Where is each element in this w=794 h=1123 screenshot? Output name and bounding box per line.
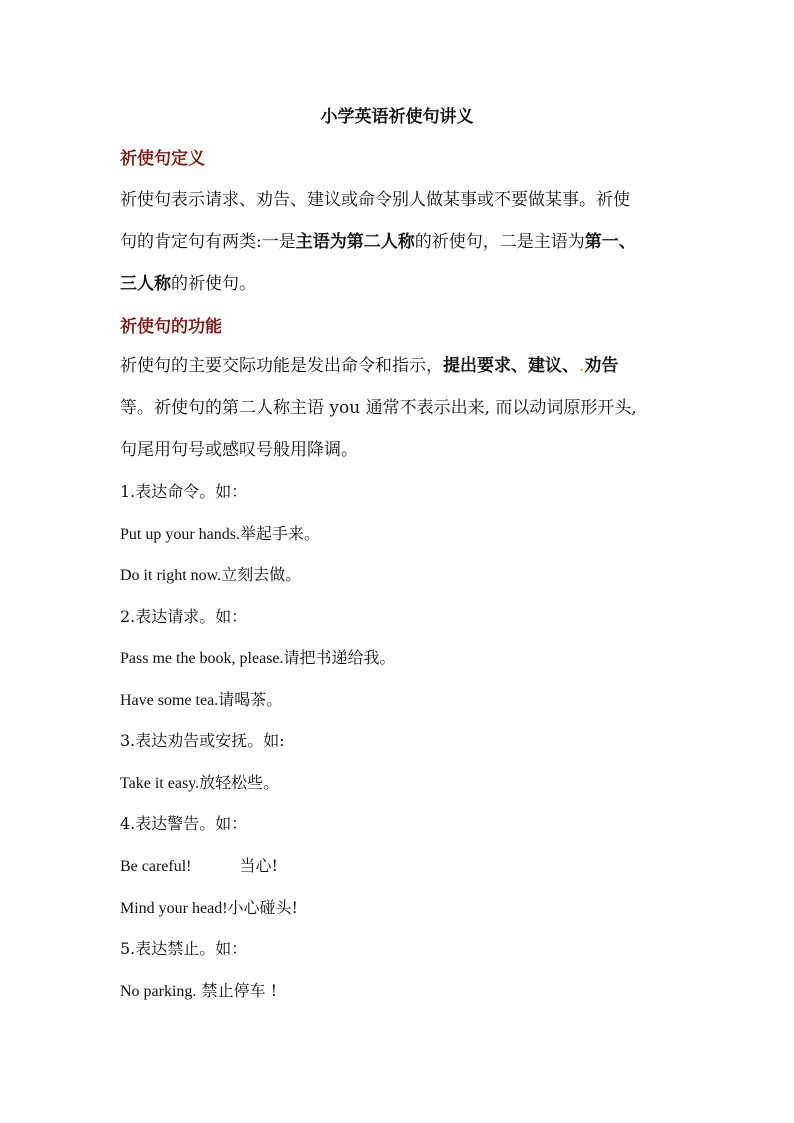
example-chinese: 小心碰头! bbox=[227, 898, 298, 917]
function-text-3: 句尾用句号或感叹号般用降调。 bbox=[120, 440, 358, 460]
definition-bold-2: 第一、 bbox=[584, 232, 636, 252]
example-chinese: 当心! bbox=[239, 856, 278, 875]
definition-text-3: 的祈使句，二是主语为 bbox=[414, 232, 585, 252]
function-bold-1: 提出要求、建议、 bbox=[443, 356, 579, 376]
function-text-2: 等。祈使句的第二人称主语 you 通常不表示出来, 而以动词原形开头, bbox=[120, 398, 637, 418]
example-line bbox=[120, 521, 320, 548]
example-english: Pass me the book, please. bbox=[120, 650, 284, 667]
example-label-1: 1.表达命令。如： bbox=[120, 482, 248, 501]
definition-text-4: 的祈使句。 bbox=[171, 274, 256, 294]
definition-paragraph bbox=[120, 179, 690, 305]
function-paragraph bbox=[120, 345, 690, 471]
example-english: Be careful! bbox=[120, 858, 192, 875]
function-dot: . bbox=[579, 356, 585, 376]
definition-text-2: 句的肯定句有两类:一是 bbox=[120, 232, 296, 252]
example-line bbox=[120, 978, 277, 1005]
example-line bbox=[120, 853, 278, 880]
example-chinese: 请喝茶。 bbox=[218, 690, 283, 709]
example-english: Mind your head! bbox=[120, 900, 228, 917]
example-label-5: 5.表达禁止。如： bbox=[120, 939, 248, 958]
example-line bbox=[120, 895, 298, 922]
document-title: 小学英语祈使句讲义 bbox=[320, 107, 474, 127]
definition-bold-1: 主语为第二人称 bbox=[295, 232, 415, 252]
example-chinese: 放轻松些。 bbox=[199, 773, 280, 792]
example-chinese: 请把书递给我。 bbox=[283, 648, 396, 667]
example-chinese: 举起手来。 bbox=[240, 524, 321, 543]
example-english: Have some tea. bbox=[120, 692, 219, 709]
function-text-1: 祈使句的主要交际功能是发出命令和指示， bbox=[120, 356, 443, 376]
example-line bbox=[120, 687, 282, 714]
section-heading-definition: 祈使句定义 bbox=[120, 149, 205, 169]
example-line bbox=[120, 562, 301, 589]
definition-text-1: 祈使句表示请求、劝告、建议或命令别人做某事或不要做某事。祈使 bbox=[120, 190, 630, 210]
example-label-2: 2.表达请求。如： bbox=[120, 607, 248, 626]
example-line bbox=[120, 770, 279, 797]
function-bold-2: 劝告 bbox=[584, 356, 619, 376]
example-english: Put up your hands. bbox=[120, 526, 240, 543]
example-english: Do it right now. bbox=[120, 567, 222, 584]
example-english: No parking. bbox=[120, 983, 197, 1000]
definition-bold-3: 三人称 bbox=[120, 274, 171, 294]
example-label-4: 4.表达警告。如： bbox=[120, 814, 248, 833]
example-line bbox=[120, 645, 396, 672]
example-chinese: 禁止停车 ! bbox=[196, 981, 278, 1000]
section-heading-function: 祈使句的功能 bbox=[120, 317, 222, 337]
example-label-3: 3.表达劝告或安抚。如: bbox=[120, 731, 285, 750]
example-english: Take it easy. bbox=[120, 775, 200, 792]
example-chinese: 立刻去做。 bbox=[221, 565, 302, 584]
